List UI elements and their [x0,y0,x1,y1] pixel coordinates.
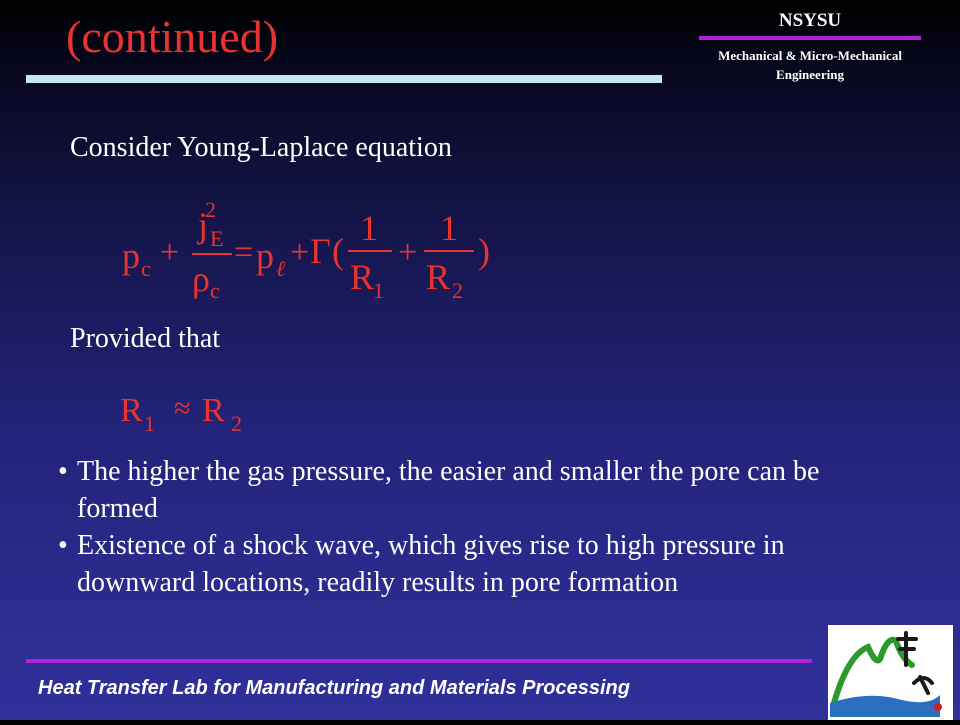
eq-sub-c-2: c [210,278,220,303]
bullet-list [58,453,878,601]
eq-sub-E: E [210,226,224,251]
footer-lab-name: Heat Transfer Lab for Manufacturing and Materials Processing [38,677,630,699]
eq-plus-3: + [398,234,418,271]
eq-rparen: ) [478,231,490,271]
eq-sup-2: 2 [205,197,216,222]
bullet-dot-icon: • [58,456,68,487]
eq-fraction-bar-2 [348,250,392,252]
title-underline [26,75,662,83]
eq-plus-2: + [290,234,310,271]
eq-lparen: ( [332,231,344,271]
org-name: NSYSU [778,10,842,31]
eq-one-1: 1 [360,208,378,248]
cond-R-2: R [202,392,225,429]
bullet-text: Existence of a shock wave, which gives rise to high pressure in downward locations, readily results in pore formation [77,530,785,598]
bullet-text: The higher the gas pressure, the easier and smaller the pore can be formed [77,456,820,524]
eq-j: j [198,205,209,245]
org-block [690,10,930,84]
cond-sub-2: 2 [231,411,242,436]
cond-approx: ≈ [174,392,191,425]
eq-p: p [122,236,140,276]
young-laplace-equation [110,190,510,305]
eq-fraction-bar-1 [192,253,232,255]
eq-p-2: p [256,236,274,276]
eq-R: R [350,257,375,297]
eq-equals: = [234,234,254,271]
eq-sub-1: 1 [373,278,384,303]
org-department: Mechanical & Micro-Mechanical Engineering [718,48,902,82]
eq-fraction-bar-3 [424,250,474,252]
intro-text: Consider Young-Laplace equation [70,132,452,163]
provided-text: Provided that [70,323,221,354]
radius-condition-equation [110,385,270,440]
eq-plus-1: + [160,234,180,271]
eq-sub-c: c [141,256,151,281]
cond-R-1: R [120,392,143,429]
eq-rho: ρ [192,259,210,299]
eq-one-2: 1 [440,208,458,248]
logo-emblem-icon [828,625,953,720]
eq-gamma: Γ [310,231,331,271]
org-divider [699,36,921,40]
slide-title: (continued) [66,11,279,62]
university-logo [828,625,953,720]
eq-sub-l: ℓ [276,256,286,281]
cond-sub-1: 1 [144,411,155,436]
bullet-dot-icon: • [58,530,68,561]
bullet-item [58,527,878,601]
bullet-item [58,453,878,527]
footer-divider [26,659,812,663]
eq-R-2: R [426,257,451,297]
eq-sub-2: 2 [452,278,463,303]
